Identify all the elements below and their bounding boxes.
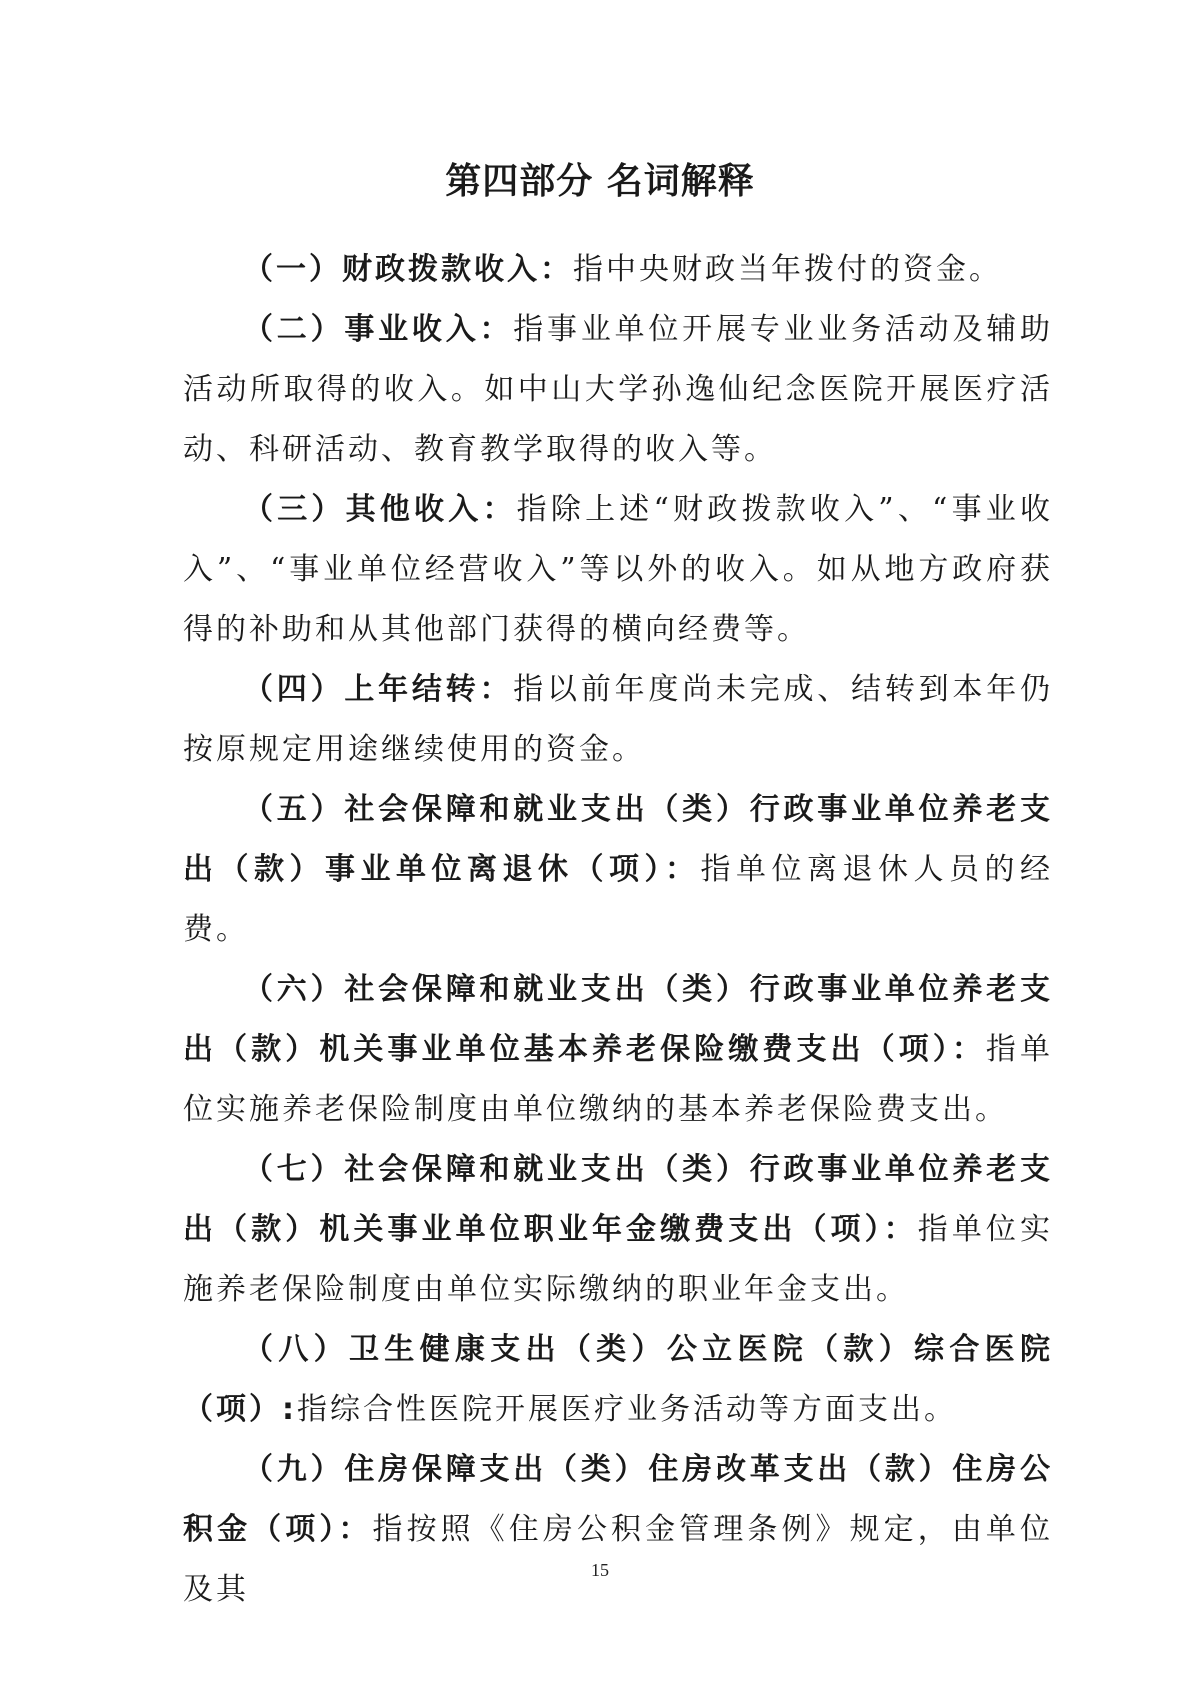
term-heading: （七）社会保障和就业支出（类）行政事业单位养老支出（款）机关事业单位职业年金缴费支出（项）： bbox=[183, 1152, 1053, 1247]
term-definition: 指综合性医院开展医疗业务活动等方面支出。 bbox=[297, 1392, 957, 1427]
term-heading: （一）财政拨款收入： bbox=[243, 252, 573, 287]
term-heading: （九）住房保障支出（类）住房改革支出（款）住房公积金（项）： bbox=[183, 1452, 1053, 1547]
paragraph-1 bbox=[183, 240, 1053, 300]
paragraph-7 bbox=[183, 1140, 1053, 1320]
page-title: 第四部分 名词解释 bbox=[445, 161, 755, 202]
term-definition: 指按照《住房公积金管理条例》规定，由单位及其 bbox=[183, 1512, 1054, 1607]
paragraph-4 bbox=[183, 660, 1053, 780]
term-heading: （八）卫生健康支出（类）公立医院（款）综合医院（项）: bbox=[183, 1332, 1053, 1427]
term-definition: 指单位离退休人员的经费。 bbox=[183, 852, 1053, 947]
paragraph-6 bbox=[183, 960, 1053, 1140]
term-heading: （二）事业收入： bbox=[243, 312, 514, 347]
term-heading: （三）其他收入： bbox=[243, 492, 517, 527]
term-definition: 指单位实施养老保险制度由单位缴纳的基本养老保险费支出。 bbox=[183, 1032, 1054, 1127]
paragraph-9 bbox=[183, 1440, 1053, 1620]
document-body bbox=[183, 240, 1053, 1620]
page-number: 15 bbox=[591, 1560, 609, 1580]
paragraph-5 bbox=[183, 780, 1053, 960]
paragraph-2 bbox=[183, 300, 1053, 480]
term-definition: 指中央财政当年拨付的资金。 bbox=[573, 252, 1002, 287]
term-heading: （五）社会保障和就业支出（类）行政事业单位养老支出（款）事业单位离退休（项）： bbox=[183, 792, 1053, 887]
term-definition: 指除上述“财政拨款收入”、“事业收入”、“事业单位经营收入”等以外的收入。如从地方政府获得的补助和从其他部门获得的横向经费等。 bbox=[183, 492, 1054, 647]
term-heading: （四）上年结转： bbox=[243, 672, 514, 707]
term-definition: 指事业单位开展专业业务活动及辅助活动所取得的收入。如中山大学孙逸仙纪念医院开展医疗活动、科研活动、教育教学取得的收入等。 bbox=[183, 312, 1054, 467]
term-heading: （六）社会保障和就业支出（类）行政事业单位养老支出（款）机关事业单位基本养老保险缴费支出（项）： bbox=[183, 972, 1053, 1067]
term-definition: 指以前年度尚未完成、结转到本年仍按原规定用途继续使用的资金。 bbox=[183, 672, 1054, 767]
paragraph-3 bbox=[183, 480, 1053, 660]
paragraph-8 bbox=[183, 1320, 1053, 1440]
term-definition: 指单位实施养老保险制度由单位实际缴纳的职业年金支出。 bbox=[183, 1212, 1054, 1307]
